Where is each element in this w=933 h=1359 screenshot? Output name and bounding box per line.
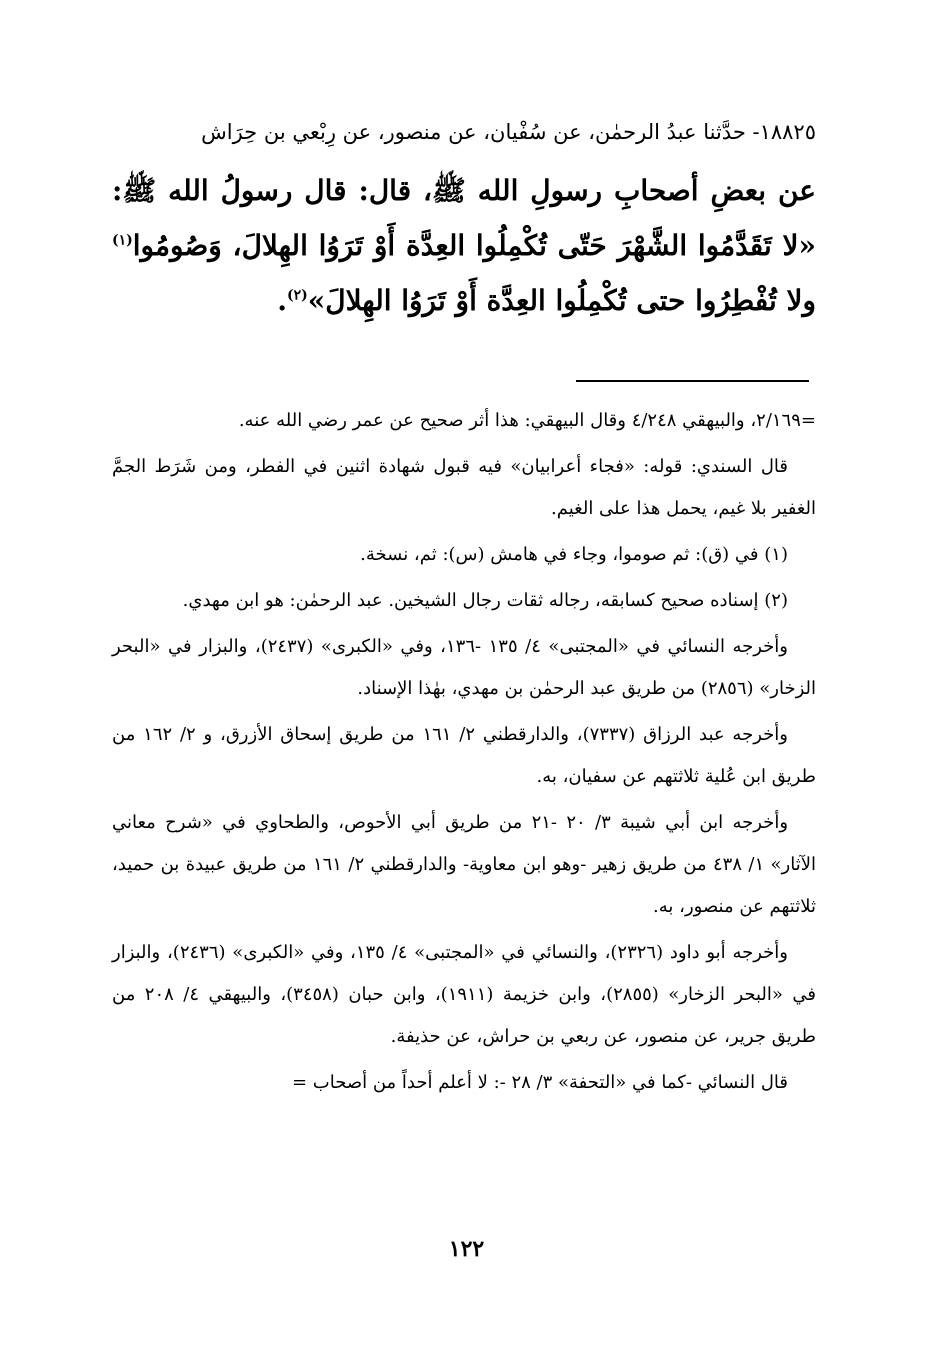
footnote-paragraph: وأخرجه أبو داود (٢٣٢٦)، والنسائي في «المجتبى» ٤/ ١٣٥، وفي «الكبرى» (٢٤٣٦)، والبزار في «البحر الزخار» (٢٨٥٥)، وابن خزيمة (١٩١١)، وابن حبان (٣٤٥٨)، والبيهقي ٤/ ٢٠٨ من طريق جرير، عن منصور، عن ربعي بن حراش، عن حذيفة. bbox=[112, 942, 816, 1047]
footnote-1: (١) في (ق): ثم صوموا، وجاء في هامش (س): ثم، نسخة. bbox=[360, 544, 788, 565]
footnote-continuation: =٢/١٦٩، والبيهقي ٤/٢٤٨ وقال البيهقي: هذا أثر صحيح عن عمر رضي الله عنه. bbox=[238, 410, 816, 431]
footnote-paragraph: وأخرجه النسائي في «المجتبى» ٤/ ١٣٥ -١٣٦، وفي «الكبرى» (٢٤٣٧)، والبزار في «البحر الزخار» (٢٨٥٦) من طريق عبد الرحمٰن بن مهدي، بهٰذا الإسناد. bbox=[112, 636, 816, 699]
footnote-ref-1[interactable]: (١) bbox=[112, 232, 133, 249]
footnote-ref-2[interactable]: (٢) bbox=[286, 287, 308, 304]
matn-line-1: عن بعضِ أصحابِ رسولِ الله ﷺ، قال: قال رسولُ الله ﷺ: bbox=[112, 174, 816, 207]
footnote-paragraph: قال السندي: قوله: «فجاء أعرابيان» فيه قبول شهادة اثنين في الفطر، ومن شَرَط الجمَّ الغفير بلا غيم، يحمل هذا على الغيم. bbox=[112, 456, 816, 519]
footnote-paragraph: قال النسائي -كما في «التحفة» ٣/ ٢٨ -: لا أعلم أحداً من أصحاب = bbox=[291, 1072, 788, 1093]
page-number: ١٢٢ bbox=[448, 1236, 485, 1262]
footnote-paragraph: وأخرجه عبد الرزاق (٧٣٣٧)، والدارقطني ٢/ ١٦١ من طريق إسحاق الأزرق، و ٢/ ١٦٢ من طريق ابن عُلية ثلاثتهم عن سفيان، به. bbox=[112, 724, 816, 787]
matn-line-3: ولا تُفْطِرُوا حتى تُكْمِلُوا العِدَّة أَوْ تَرَوُا الهِلالَ» bbox=[307, 284, 816, 317]
matn-line-2: «لا تَقَدَّمُوا الشَّهْرَ حَتّى تُكْمِلُوا العِدَّة أَوْ تَرَوُا الهِلالَ، وَصُومُوا bbox=[132, 229, 816, 262]
hadith-text bbox=[112, 110, 816, 328]
footnote-separator bbox=[576, 380, 809, 382]
footnote-2: (٢) إسناده صحيح كسابقه، رجاله ثقات رجال الشيخين. عبد الرحمٰن: هو ابن مهدي. bbox=[182, 590, 788, 611]
hadith-matn bbox=[112, 163, 816, 328]
footnotes bbox=[112, 400, 816, 1108]
footnote-paragraph: وأخرجه ابن أبي شيبة ٣/ ٢٠ -٢١ من طريق أبي الأحوص، والطحاوي في «شرح معاني الآثار» ١/ ٤٣٨ من طريق زهير -وهو ابن معاوية- والدارقطني ٢/ ١٦١ من طريق عبيدة بن حميد، ثلاثتهم عن منصور، به. bbox=[112, 812, 816, 917]
hadith-isnad: ١٨٨٢٥- حدَّثنا عبدُ الرحمٰن، عن سُفْيان، عن منصور، عن رِبْعي بن حِرَاش bbox=[201, 120, 816, 144]
matn-end-period: . bbox=[277, 284, 287, 317]
